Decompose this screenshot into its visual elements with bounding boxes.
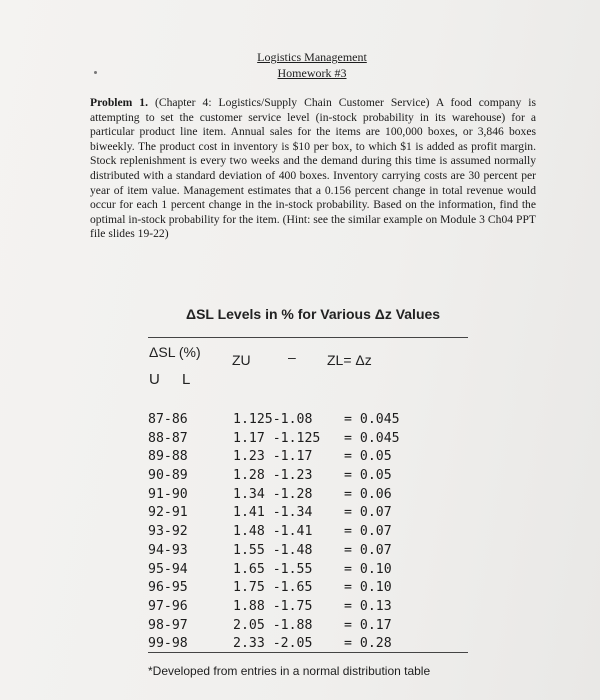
table-title: ΔSL Levels in % for Various Δz Values [186,306,441,322]
column-header-delta-sl: ΔSL (%) [149,344,201,360]
cell-delta-sl: 92-91 [148,505,188,521]
cell-delta-sl: 89-88 [148,449,188,465]
cell-delta-sl: 95-94 [148,561,188,577]
cell-z-difference: 1.48 -1.41 [233,524,313,540]
cell-z-difference: 1.75 -1.65 [233,580,313,596]
cell-delta-z: = 0.10 [344,580,392,596]
problem-label: Problem 1. [90,96,148,109]
cell-delta-sl: 88-87 [148,430,188,446]
cell-z-difference: 1.17 -1.125 [233,430,321,446]
cell-delta-z: = 0.13 [344,598,392,614]
cell-delta-sl: 93-92 [148,524,188,540]
column-header-minus: – [288,349,296,365]
cell-delta-sl: 90-89 [148,468,188,484]
cell-delta-z: = 0.05 [344,468,392,484]
cell-z-difference: 1.34 -1.28 [233,486,313,502]
cell-delta-sl: 91-90 [148,486,188,502]
cell-z-difference: 1.88 -1.75 [233,598,313,614]
column-subheader-l: L [182,371,191,388]
cell-delta-z: = 0.06 [344,486,392,502]
table-top-rule [148,337,468,338]
cell-delta-z: = 0.07 [344,505,392,521]
cell-delta-sl: 94-93 [148,542,188,558]
cell-delta-sl: 96-95 [148,580,188,596]
cell-delta-sl: 99-98 [148,636,188,652]
cell-delta-z: = 0.17 [344,617,392,633]
cell-z-difference: 1.28 -1.23 [233,468,313,484]
cell-delta-z: = 0.05 [344,449,392,465]
cell-delta-sl: 87-86 [148,412,188,427]
homework-title: Homework #3 [277,66,347,80]
cell-delta-z: = 0.045 [344,412,400,427]
cell-z-difference: 1.125-1.08 [233,412,313,427]
problem-statement [90,96,536,242]
cell-delta-z: = 0.07 [344,542,392,558]
problem-text: (Chapter 4: Logistics/Supply Chain Customer Service) A food company is attempting to set the customer service level (in-stock probability in its warehouse) for a particular product line item. Annual sales for the items are 100,000 boxes, or 3,846 boxes biweekly. The product cost in inventory is $10 per box, to which $1 is added as profit margin. Stock replenishment is every two weeks and the demand during this time is assumed normally distributed with a standard deviation of 400 boxes. Inventory carrying costs are 30 percent per year of item value. Management estimates that a 0.156 percent change in total revenue would occur for each 1 percent change in the in-stock probability. Based on the information, find the optimal in-stock probability for the item. (Hint: see the similar example on Module 3 Ch04 PPT file slides 19-22) [90,96,536,241]
cell-delta-z: = 0.045 [344,430,400,446]
cell-z-difference: 1.65 -1.55 [233,561,313,577]
cell-delta-sl: 98-97 [148,617,188,633]
cell-z-difference: 1.41 -1.34 [233,505,313,521]
cell-z-difference: 2.05 -1.88 [233,617,313,633]
course-title: Logistics Management [257,50,367,64]
cell-delta-z: = 0.28 [344,636,392,652]
cell-z-difference: 2.33 -2.05 [233,636,313,652]
table-bottom-rule [148,652,468,653]
column-header-zl-delta-z: ZL= Δz [327,352,372,368]
cell-delta-z: = 0.07 [344,524,392,540]
table-footnote: *Developed from entries in a normal distribution table [148,664,431,678]
cell-delta-z: = 0.10 [344,561,392,577]
column-subheader-u: U [149,371,160,388]
cell-z-difference: 1.23 -1.17 [233,449,313,465]
column-header-zu: ZU [232,352,251,368]
cell-delta-sl: 97-96 [148,598,188,614]
cell-z-difference: 1.55 -1.48 [233,542,313,558]
